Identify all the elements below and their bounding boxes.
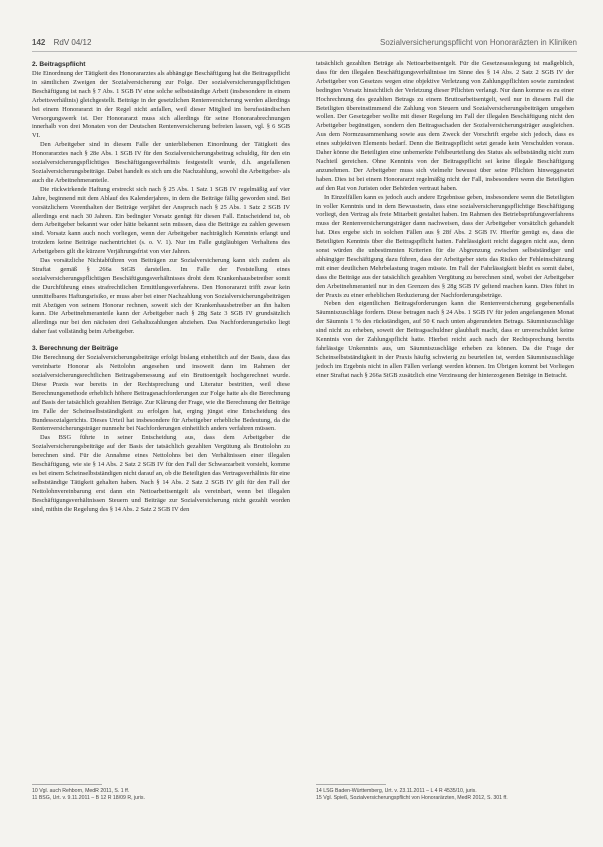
footnotes-right <box>316 788 574 803</box>
paragraph: Die Berechnung der Sozialversicherungsbeiträge erfolgt bislang einheitlich auf der Basis, dass das vereinbarte Honorar als Nettolohn angesehen und insoweit dann im Rahmen der sozialversicherungsrechtlichen Beitragsbemessung auf ein Bruttoentgelt hochgerechnet wurde. Diese Praxis war bereits in der Rechtsprechung und Literatur bestritten, weil diese Berechnungsmethode erheblich höhere Beitragsnachforderungen zur Folge hatte als die Berechnung auf Basis der tatsächlich gezahlten Beträge. Zur Klärung der Frage, wie die Berechnung der Beiträge im Falle der Scheinselbstständigkeit zu erfolgen hat, erging jüngst eine Entscheidung des Bundessozialgerichts. Dieses Urteil hat insbesondere für Arbeitgeber erhebliche Bedeutung, da die Rentenversicherungsträger nunmehr bei Nachforderungen einheitlich anders verfahren müssen. <box>32 354 291 433</box>
paragraph: Den Arbeitgeber sind in diesem Falle der unterbliebenen Einordnung der Tätigkeit des Honorararztes nach § 28e Abs. 1 SGB IV für den Sozialversicherungsbeitrag schuldig, für den ein sozialversicherungspflichtiges Beschäftigungsverhältnis festgestellt wurde, d.h. angefallenen Sozialversicherungsbeiträge. Dabei handelt es sich um die Nachzahlung, sowohl die Arbeitgeber- als auch die Arbeitnehmeranteile. <box>32 141 290 184</box>
footnote: 11 BSG, Urt. v. 9.11.2011 – B 12 R 18/09 R, juris. <box>32 795 145 802</box>
footnotes-left <box>32 788 290 803</box>
section-heading-berechnung: 3. Berechnung der Beiträge <box>32 345 119 353</box>
paragraph: In Einzelfällen kann es jedoch auch andere Ergebnisse geben, insbesondere wenn die Beteiligten in voller Kenntnis und in dem Bewusstsein, dass eine sozialversicherungspflichtige Beschäftigung vorliegt, den Vertrag als freie Mitarbeit gestaltet haben. Im Rahmen des Betriebsprüfungsverfahrens muss der Rentenversicherungsträger dann nachweisen, dass der Arbeitgeber vorsätzlich gehandelt hat. Dies ergebe sich in solchen Fällen aus § 28f Abs. 2 SGB IV. Hierfür genügt es, dass die Beteiligten Kenntnis über die Beitragspflicht hatten. Fahrlässigkeit reicht dagegen nicht aus, denn sonst würden die unbestimmten Kriterien für die Abgrenzung zwischen selbstständiger und abhängiger Beschäftigung dazu führen, dass der Arbeitgeber stets das Risiko der Fehleinschätzung mit einer deutlichen Mehrbelastung tragen müsste. Im Fall der Fahrlässigkeit bleibt es somit dabei, dass die Beiträge aus der tatsächlich gezahlten Vergütung zu berechnen sind, wobei der Arbeitgeber den Arbeitnehmeranteil nur in den Grenzen des § 28g SGB IV geltend machen kann. Dies führt in der Praxis zu einer erheblichen Reduzierung der Nachforderungsbeträge. <box>316 193 574 299</box>
paragraph: Neben den eigentlichen Beitragsforderungen kann die Rentenversicherung gegebenenfalls Säumniszuschläge fordern. Diese betragen nach § 24 Abs. 1 SGB IV für jeden angefangenen Monat der Säumnis 1 % des rückständigen, auf 50 € nach unten abgerundeten Betrags. Säumniszuschläge sind nicht zu erheben, soweit der Beitragsschuldner glaubhaft macht, dass er unverschuldet keine Kenntnis von der Zahlungspflicht hatte. Hierbei reicht auch nach der Rechtsprechung bereits fahrlässige Unkenntnis aus, um Säumniszuschläge erheben zu können. Da die Frage der Scheinselbstständigkeit in der Praxis häufig schwierig zu beurteilen ist, werden Säumniszuschläge jedoch im Ergebnis nicht in allen Fällen verlangt werden können. Im Übrigen kommt bei Vorliegen einer Straftat nach § 266a StGB zusätzlich eine Verzinsung der hinterzogenen Beträge in Betracht. <box>316 300 574 379</box>
page-number: 142 <box>32 38 46 47</box>
footnote: 10 Vgl. auch Rehborn, MedR 2011, S. 1 ff. <box>32 788 130 794</box>
page-header <box>32 38 577 50</box>
header-left <box>32 38 91 47</box>
footnote: 15 Vgl. Spieß, Sozialversicherungspflicht von Honorarärzten, MedR 2012, S. 301 ff. <box>316 795 508 802</box>
paragraph: Die Einordnung der Tätigkeit des Honorararztes als abhängige Beschäftigung hat die Beitragspflicht in sämtlichen Zweigen der Sozialversicherung zur Folge. Der sozialversicherungspflichtigen Beschäftigung ist nach § 7 Abs. 1 SGB IV eine solche selbstständige Arbeit (insbesondere in einem Arbeitsverhältnis) gleichgestellt. Beiträge in der gesetzlichen Rentenversicherung werden allerdings bei einem Honorararzt in der Regel nicht anfallen, weil dieser Mitglied im berufsständischen Versorgungswerk ist. Der Honorararzt muss sich allerdings für seine Honorarabrechnungen innerhalb von drei Monaten von der Deutschen Rentenversicherung befreien lassen, vgl. § 6 SGB VI. <box>32 70 290 140</box>
paragraph: tatsächlich gezahlten Beträge als Nettoarbeitsentgelt. Für die Gesetzesauslegung ist maßgeblich, dass für den illegalen Beschäftigungsverhältnisse im Sinne des § 14 Abs. 2 Satz 2 SGB IV der Arbeitgeber von Gesetzes wegen eine objektive Verletzung von Zahlungspflichten sowie zumindest bedingten Vorsatz hinsichtlich der Verletzung dieser Pflichten verlangt. Nur dann komme es zu einer Hochrechnung des gezahlten Betrags zu einem Bruttoarbeitsentgelt, weil nur in diesem Fall die Beteiligten übereinstimmend die Zahlung von Steuern und Sozialversicherungsbeiträgen umgehen wollen. Der Gesetzgeber wollte mit dieser Regelung im Fall der illegalen Beschäftigung nicht den Arbeitgeber begünstigen, sondern den Beitragsschaden der Sozialversicherungsträger ausgleichen. Aus dem Normzusammenhang sowie aus dem Zweck der Vorschrift ergebe sich jedoch, dass es eines subjektiven Elements bedarf. Denn die Beitragspflicht setzt gerade kein Verschulden voraus. Daher könne die Beteiligten eine unbemerkte Fehlbeurteilung des Status als selbstständig nicht zum Nachteil gereichen. Ohne Kenntnis von der Beitragspflicht sei keine illegale Beschäftigung anzunehmen. Der Arbeitgeber muss sich vielmehr bewusst über seine Pflichten hinweggesetzt haben. Dies ist bei einem Honorararzt regelmäßig nicht der Fall, insbesondere wenn die Beteiligten auf den Rat von Juristen oder Behörden vertraut haben. <box>316 60 574 192</box>
left-column <box>32 60 290 515</box>
footnote: 14 LSG Baden-Württemberg, Urt. v. 23.11.2011 – L 4 R 4535/10, juris. <box>316 788 477 794</box>
footnote-rule-right <box>316 784 386 785</box>
header-rule <box>32 51 577 52</box>
paragraph: Die rückwirkende Haftung erstreckt sich nach § 25 Abs. 1 Satz 1 SGB IV regelmäßig auf vier Jahre, beginnend mit dem Ablauf des Kalenderjahres, in dem die Beiträge fällig geworden sind. Bei vorsätzlichem Vorenthalten der Beiträge verjährt der Anspruch nach § 25 Abs. 1 Satz 2 SGB IV allerdings erst nach 30 Jahren. Ein bedingter Vorsatz genügt für diesen Fall. Entscheidend ist, ob dem Arbeitgeber bekannt war oder hätte bekannt sein müssen, dass die Beiträge zu zahlen gewesen sind. Vorsatz kann auch noch vorliegen, wenn der Arbeitgeber nachträglich Kenntnis erlangt und trotzdem keine Beiträge nachentrichtet (s. o. V. 1). Nur im Falle gutgläubigen Verhaltens des Arbeitgebers gilt die kürzere Verjährungsfrist von vier Jahren. <box>32 185 290 256</box>
footnote-rule-left <box>32 784 102 785</box>
paragraph: Das BSG führte in seiner Entscheidung aus, dass dem Arbeitgeber die Sozialversicherungsbeiträge auf der Basis der tatsächlich gezahlten Vergütung als Bruttolohn zu berechnen sind. Für die Annahme eines Nettolohns bei den Verhältnissen einer illegalen Beschäftigung, wie sie § 14 Abs. 2 Satz 2 SGB IV für den Fall der Schwarzarbeit vorsieht, komme es bei einem Scheinselbstständigen nicht darauf an, ob die Beteiligten das Vertragsverhältnis für eine selbstständige Tätigkeit gehalten haben. Nach § 14 Abs. 2 Satz 2 SGB IV gilt für den Fall der Nettolohnvereinbarung erst dann ein Nettoarbeitsentgelt als vereinbart, wenn bei illegalen Beschäftigungsverhältnissen Steuern und Beiträge zur Sozialversicherung nicht gezahlt worden sind, mithin die Regelung des § 14 Abs. 2 Satz 2 SGB IV den <box>32 434 290 513</box>
section-heading-beitragspflicht: 2. Beitragspflicht <box>32 61 86 68</box>
paragraph: Das vorsätzliche Nichtabführen von Beiträgen zur Sozialversicherung kann sich zudem als Straftat gemäß § 266a StGB darstellen. Im Falle der Feststellung eines sozialversicherungspflichtigen Beschäftigungsverhältnisses droht dem Krankenhausbetreiber somit die Durchführung eines strafrechtlichen Ermittlungsverfahrens. Den Honorararzt trifft zwar kein unmittelbares Haftungsrisiko, er muss aber bei einer Nachzahlung von Sozialversicherungsbeiträgen mit Abzügen von seinem Honorar rechnen, soweit sich der Krankenhausbetreiber an ihn halten kann. Die Arbeitnehmeranteile kann der Arbeitgeber nach § 28g Satz 3 SGB IV grundsätzlich allerdings nur bei den nächsten drei Gehaltszahlungen abziehen. Das Nachforderungsrisiko liegt daher fast vollständig beim Arbeitgeber. <box>32 257 290 336</box>
journal-name: RdV 04/12 <box>53 38 92 47</box>
running-title: Sozialversicherungspflicht von Honoraräzten in Kliniken <box>380 38 577 47</box>
right-column <box>316 60 574 381</box>
